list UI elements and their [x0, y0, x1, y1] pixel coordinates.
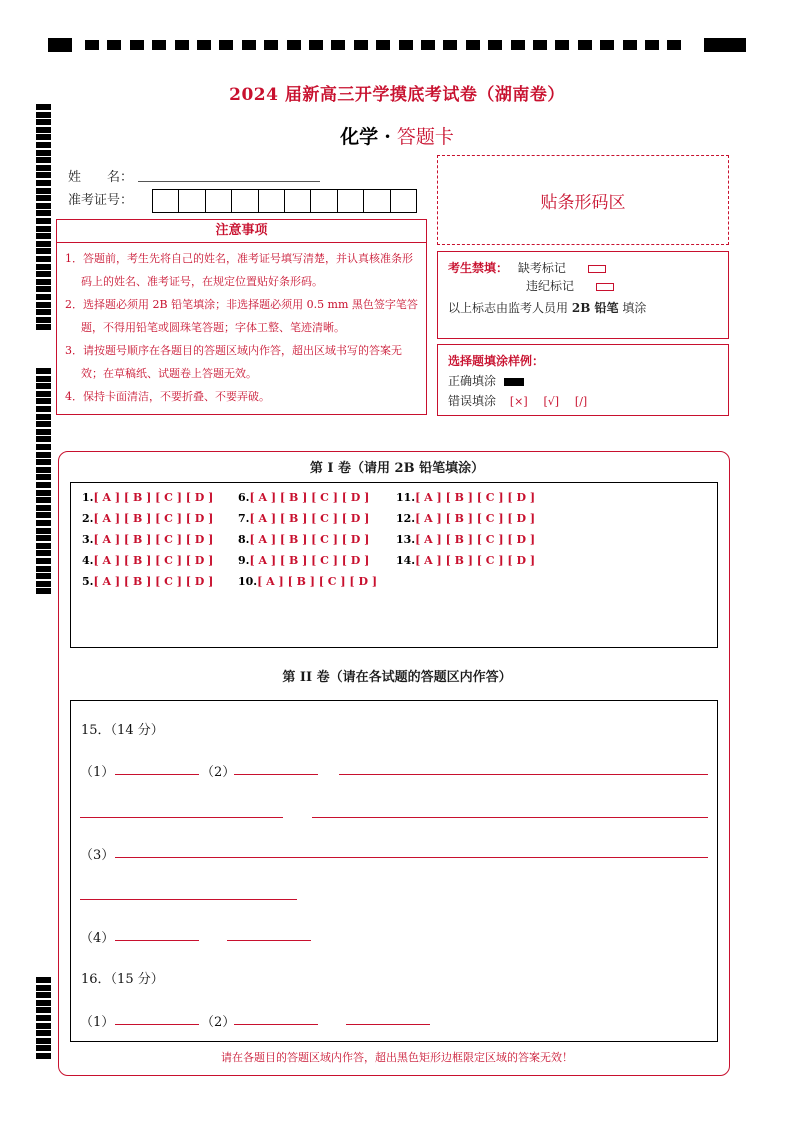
side-timing-mark — [36, 1015, 51, 1021]
q16-part1-label: （1） — [80, 1015, 115, 1030]
q16-part2-label: （2） — [201, 1015, 236, 1030]
q15-part2-line[interactable] — [234, 774, 318, 775]
q15-part4-line[interactable] — [115, 940, 199, 941]
id-digit-box[interactable] — [338, 190, 364, 212]
side-timing-mark — [36, 271, 51, 277]
notice-title: 注意事项 — [56, 219, 427, 243]
choice-options[interactable]: [ A ] [ B ] [ C ] [ D ] — [249, 512, 370, 525]
section2-answer-box — [70, 700, 718, 1042]
choice-options[interactable]: [ A ] [ B ] [ C ] [ D ] — [415, 512, 536, 525]
timing-mark — [331, 40, 345, 50]
question-number: 6. — [238, 491, 250, 504]
side-timing-mark — [36, 241, 51, 247]
id-label: 准考证号： — [68, 193, 134, 208]
side-timing-mark — [36, 444, 51, 450]
notice-item: 4．保持卡面清洁，不要折叠、不要弄破。 — [65, 390, 270, 403]
q15-line[interactable] — [80, 817, 283, 818]
wrong-mark-3: [/] — [574, 395, 588, 408]
side-timing-mark — [36, 543, 51, 549]
timing-mark — [555, 40, 569, 50]
side-timing-mark — [36, 157, 51, 163]
side-timing-mark — [36, 482, 51, 488]
question-number: 8. — [238, 533, 250, 546]
choice-question-row[interactable] — [396, 491, 535, 504]
question-number: 1. — [82, 491, 94, 504]
side-timing-mark — [36, 1038, 51, 1044]
q16-part1-line[interactable] — [115, 1024, 199, 1025]
q15-line[interactable] — [312, 817, 708, 818]
choice-options[interactable]: [ A ] [ B ] [ C ] [ D ] — [93, 554, 214, 567]
side-timing-mark — [36, 368, 51, 374]
side-timing-mark — [36, 573, 51, 579]
id-digit-box[interactable] — [391, 190, 416, 212]
side-timing-mark — [36, 383, 51, 389]
correct-fill-sample — [504, 378, 524, 386]
choice-question-row[interactable] — [238, 512, 369, 525]
question-number: 12. — [396, 512, 416, 525]
timing-mark — [443, 40, 457, 50]
timing-mark — [130, 40, 144, 50]
choice-question-row[interactable] — [396, 554, 535, 567]
side-timing-mark — [36, 180, 51, 186]
side-timing-mark — [36, 286, 51, 292]
side-timing-mark — [36, 1030, 51, 1036]
side-timing-mark — [36, 398, 51, 404]
side-timing-mark — [36, 490, 51, 496]
name-field[interactable] — [138, 181, 320, 182]
name-label: 姓 名： — [68, 170, 134, 185]
timing-mark — [107, 40, 121, 50]
violation-label: 违纪标记 — [526, 279, 575, 293]
violation-mark-box[interactable] — [596, 283, 614, 291]
side-timing-mark — [36, 421, 51, 427]
timing-mark — [511, 40, 525, 50]
barcode-label: 贴条形码区 — [540, 192, 626, 213]
choice-question-row[interactable] — [238, 533, 369, 546]
side-timing-mark — [36, 558, 51, 564]
fill-sample-box — [437, 344, 729, 416]
side-timing-mark — [36, 581, 51, 587]
side-timing-mark — [36, 264, 51, 270]
side-timing-mark — [36, 195, 51, 201]
side-timing-mark — [36, 233, 51, 239]
forbidden-title: 考生禁填： — [448, 261, 509, 275]
choice-options[interactable]: [ A ] [ B ] [ C ] [ D ] — [249, 533, 370, 546]
timing-mark — [376, 40, 390, 50]
side-timing-mark — [36, 376, 51, 382]
q15-part4-line-extra[interactable] — [227, 940, 311, 941]
choice-question-row[interactable] — [82, 554, 213, 567]
side-timing-mark — [36, 317, 51, 323]
timing-mark — [287, 40, 301, 50]
q15-part2-label: （2） — [201, 765, 236, 780]
timing-mark — [354, 40, 368, 50]
side-timing-mark — [36, 248, 51, 254]
side-timing-mark — [36, 566, 51, 572]
choice-question-row[interactable] — [82, 533, 213, 546]
proctor-only-box — [437, 251, 729, 339]
wrong-mark-2: [√] — [543, 395, 560, 408]
side-timing-mark — [36, 302, 51, 308]
side-timing-mark — [36, 203, 51, 209]
choice-options[interactable]: [ A ] [ B ] [ C ] [ D ] — [415, 554, 536, 567]
id-digit-box[interactable] — [364, 190, 390, 212]
timing-mark — [704, 38, 746, 52]
side-timing-mark — [36, 512, 51, 518]
side-timing-mark — [36, 210, 51, 216]
q16-part2-line-extra[interactable] — [346, 1024, 430, 1025]
question-number: 7. — [238, 512, 250, 525]
side-timing-mark — [36, 429, 51, 435]
question-number: 5. — [82, 575, 94, 588]
timing-mark — [533, 40, 547, 50]
side-timing-mark — [36, 436, 51, 442]
id-digit-box[interactable] — [153, 190, 179, 212]
choice-options[interactable]: [ A ] [ B ] [ C ] [ D ] — [415, 491, 536, 504]
timing-mark — [197, 40, 211, 50]
q15-part3-label: （3） — [80, 848, 115, 863]
side-timing-mark — [36, 150, 51, 156]
side-timing-mark — [36, 256, 51, 262]
footer-warning: 请在各题目的答题区域内作答，超出黑色矩形边框限定区域的答案无效！ — [221, 1051, 573, 1064]
question-number: 4. — [82, 554, 94, 567]
forbidden-note-prefix: 以上标志由监考人员用 — [448, 301, 569, 315]
notice-list — [56, 243, 427, 415]
section2-title: 第 II 卷（请在各试题的答题区内作答） — [282, 670, 512, 685]
notice-item: 2．选择题必须用 2B 铅笔填涂；非选择题必须用 0.5 mm 黑色签字笔答题，不得用铅笔或圆珠笔答题；字体工整、笔迹清晰。 — [65, 298, 418, 334]
q15-part1-line[interactable] — [115, 774, 199, 775]
side-timing-mark — [36, 324, 51, 330]
timing-mark — [399, 40, 413, 50]
id-digit-box[interactable] — [232, 190, 258, 212]
wrong-mark-1: [×] — [509, 395, 528, 408]
timing-mark — [600, 40, 614, 50]
choice-options[interactable]: [ A ] [ B ] [ C ] [ D ] — [93, 533, 214, 546]
side-timing-mark — [36, 294, 51, 300]
sample-title: 选择题填涂样例： — [448, 354, 545, 368]
card-title — [0, 122, 794, 149]
barcode-area — [437, 155, 729, 245]
correct-label: 正确填涂 — [448, 374, 497, 388]
question-number: 10. — [238, 575, 258, 588]
side-timing-mark — [36, 550, 51, 556]
id-digit-box[interactable] — [285, 190, 311, 212]
choice-question-row[interactable] — [82, 491, 213, 504]
question-number: 13. — [396, 533, 416, 546]
timing-mark — [578, 40, 592, 50]
side-timing-mark — [36, 505, 51, 511]
q15-title: 15．（14 分） — [81, 723, 164, 738]
question-number: 9. — [238, 554, 250, 567]
side-timing-mark — [36, 1023, 51, 1029]
side-timing-mark — [36, 977, 51, 983]
timing-mark — [421, 40, 435, 50]
side-timing-mark — [36, 535, 51, 541]
side-timing-mark — [36, 520, 51, 526]
side-timing-mark — [36, 588, 51, 594]
side-timing-mark — [36, 1007, 51, 1013]
side-timing-mark — [36, 985, 51, 991]
side-timing-mark — [36, 414, 51, 420]
side-timing-mark — [36, 406, 51, 412]
choice-question-row[interactable] — [238, 575, 377, 588]
timing-mark — [645, 40, 659, 50]
timing-mark — [152, 40, 166, 50]
question-number: 2. — [82, 512, 94, 525]
choice-options[interactable]: [ A ] [ B ] [ C ] [ D ] — [415, 533, 536, 546]
side-timing-mark — [36, 391, 51, 397]
timing-mark — [175, 40, 189, 50]
q16-title: 16．（15 分） — [81, 972, 164, 987]
q15-part1-label: （1） — [80, 765, 115, 780]
notice-item: 3．请按题号顺序在各题目的答题区域内作答，超出区域书写的答案无效；在草稿纸、试题卷上答题无效。 — [65, 344, 402, 380]
side-timing-mark — [36, 188, 51, 194]
side-timing-mark — [36, 172, 51, 178]
choice-options[interactable]: [ A ] [ B ] [ C ] [ D ] — [93, 491, 214, 504]
timing-mark — [85, 40, 99, 50]
choice-question-row[interactable] — [82, 512, 213, 525]
timing-mark — [667, 40, 681, 50]
q15-part3-line-extra[interactable] — [80, 899, 297, 900]
wrong-label: 错误填涂 — [448, 394, 497, 408]
id-digit-box[interactable] — [259, 190, 285, 212]
section1-title: 第 I 卷（请用 2B 铅笔填涂） — [309, 461, 485, 476]
side-timing-mark — [36, 279, 51, 285]
timing-mark — [466, 40, 480, 50]
title-separator: · — [384, 126, 391, 148]
forbidden-note-bold: 2B 铅笔 — [571, 301, 619, 315]
side-timing-mark — [36, 226, 51, 232]
id-digit-box[interactable] — [311, 190, 337, 212]
timing-mark — [623, 40, 637, 50]
choice-options[interactable]: [ A ] [ B ] [ C ] [ D ] — [249, 491, 370, 504]
timing-mark — [488, 40, 502, 50]
side-timing-mark — [36, 528, 51, 534]
id-digit-box[interactable] — [179, 190, 205, 212]
choice-question-row[interactable] — [238, 491, 369, 504]
timing-mark — [309, 40, 323, 50]
q15-part2-line-extra[interactable] — [339, 774, 708, 775]
choice-question-row[interactable] — [396, 533, 535, 546]
choice-options[interactable]: [ A ] [ B ] [ C ] [ D ] — [93, 575, 214, 588]
absent-mark-box[interactable] — [588, 265, 606, 273]
side-timing-mark — [36, 112, 51, 118]
timing-mark — [264, 40, 278, 50]
timing-mark — [48, 38, 72, 52]
exam-id-boxes[interactable] — [152, 189, 417, 213]
choice-options[interactable]: [ A ] [ B ] [ C ] [ D ] — [93, 512, 214, 525]
question-number: 11. — [396, 491, 416, 504]
absent-label: 缺考标记 — [517, 261, 566, 275]
id-digit-box[interactable] — [206, 190, 232, 212]
side-timing-mark — [36, 218, 51, 224]
forbidden-note-suffix: 填涂 — [622, 301, 647, 315]
side-timing-mark — [36, 1000, 51, 1006]
side-timing-mark — [36, 497, 51, 503]
choice-options[interactable]: [ A ] [ B ] [ C ] [ D ] — [257, 575, 378, 588]
timing-mark — [219, 40, 233, 50]
subject-name: 化学 — [340, 126, 379, 148]
question-number: 14. — [396, 554, 416, 567]
choice-question-row[interactable] — [82, 575, 213, 588]
timing-mark — [242, 40, 256, 50]
choice-question-row[interactable] — [396, 512, 535, 525]
exam-title: 2024 届新高三开学摸底考试卷（湖南卷） — [229, 85, 565, 105]
top-timing-strip — [48, 38, 746, 52]
notice-item: 1．答题前，考生先将自己的姓名，准考证号填写清楚，并认真核准条形码上的姓名、准考证号，在规定位置贴好条形码。 — [65, 252, 413, 288]
side-timing-mark — [36, 309, 51, 315]
card-type: 答题卡 — [396, 126, 454, 148]
q15-part4-label: （4） — [80, 931, 115, 946]
question-number: 3. — [82, 533, 94, 546]
choice-options[interactable]: [ A ] [ B ] [ C ] [ D ] — [249, 554, 370, 567]
q15-part3-line[interactable] — [115, 857, 708, 858]
choice-question-row[interactable] — [238, 554, 369, 567]
q16-part2-line[interactable] — [234, 1024, 318, 1025]
side-timing-mark — [36, 992, 51, 998]
side-timing-mark — [36, 165, 51, 171]
